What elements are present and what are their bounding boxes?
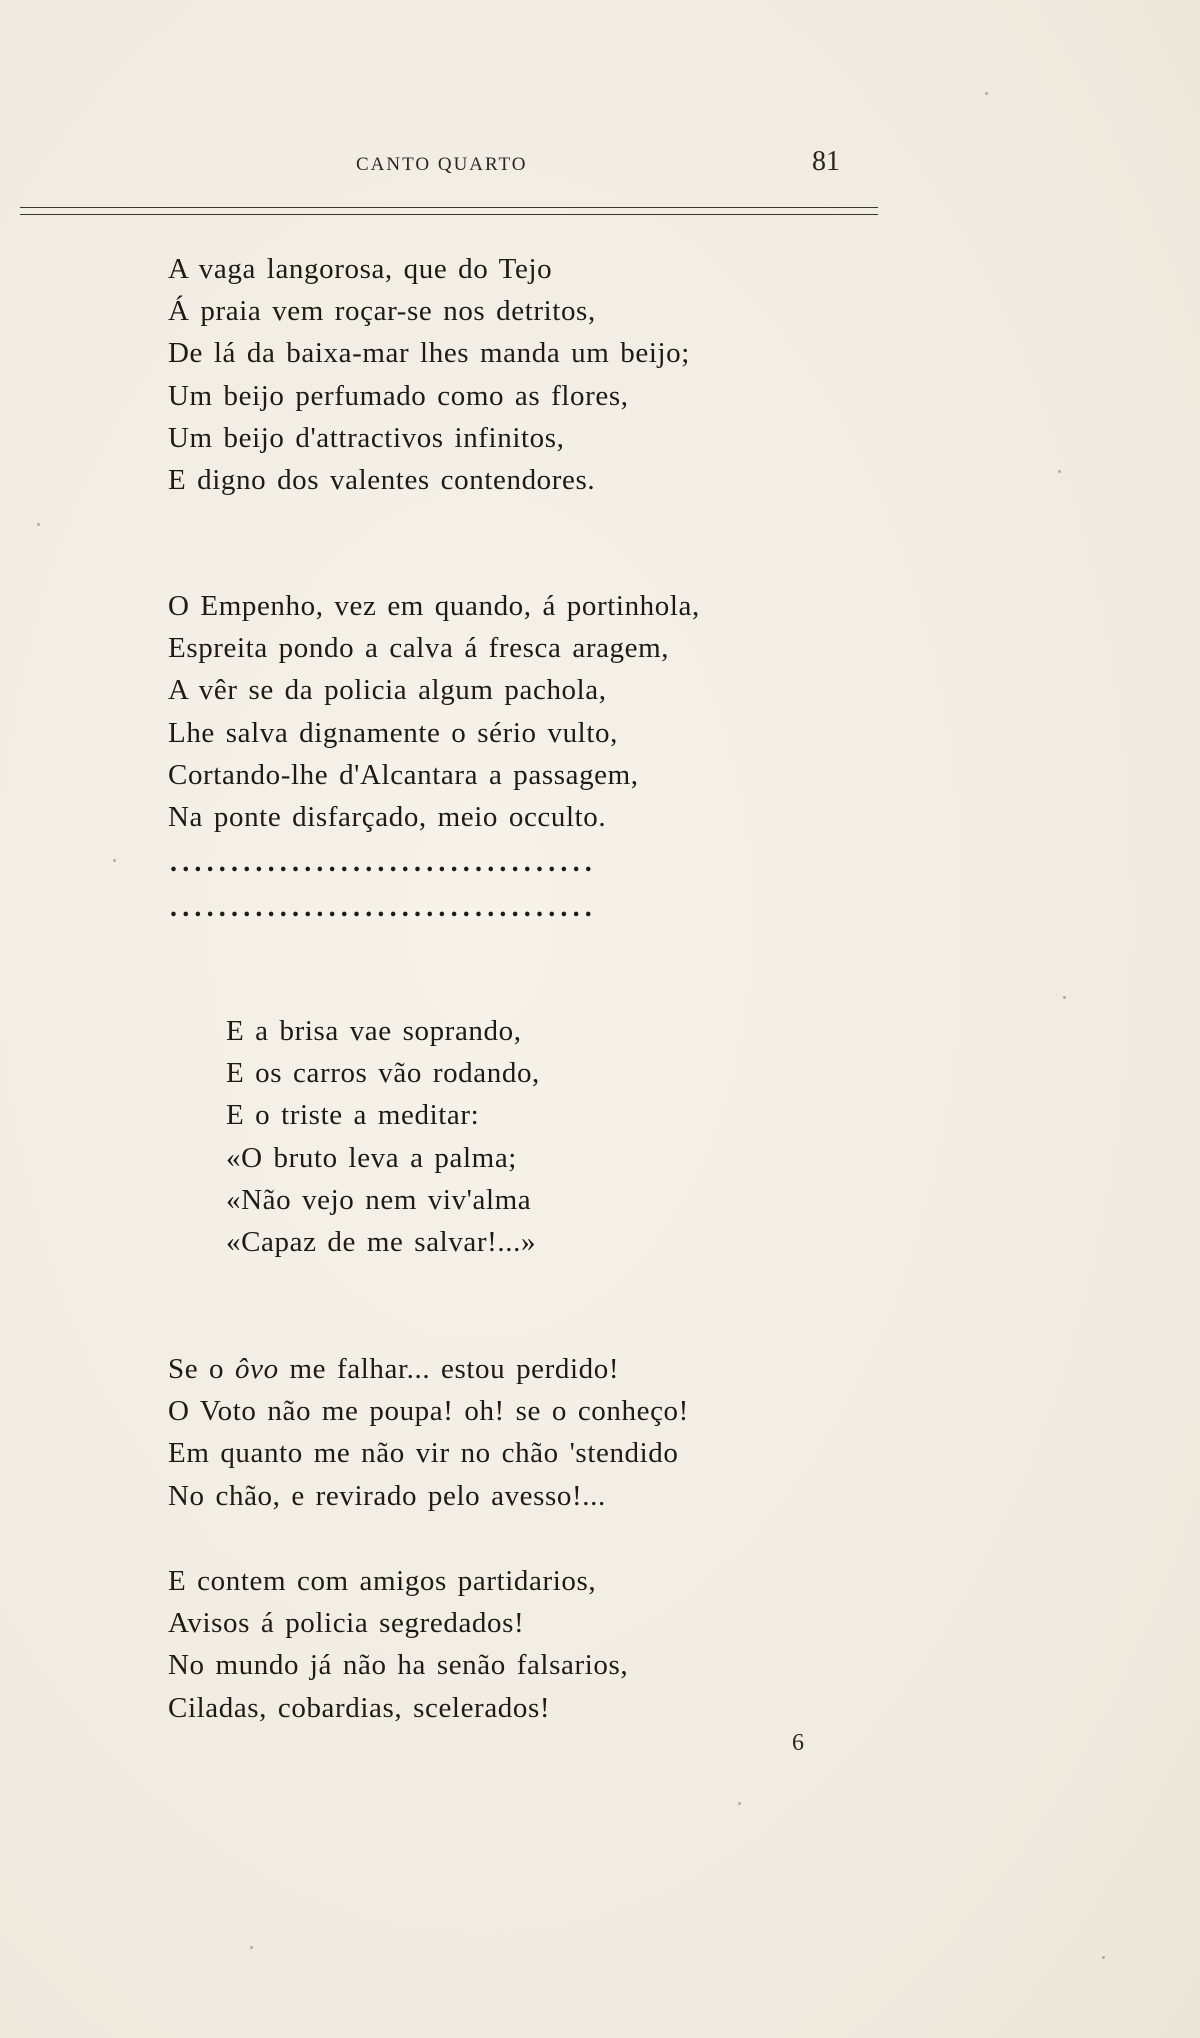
verse-line: Espreita pondo a calva á fresca aragem, xyxy=(168,632,670,665)
verse-line: O Empenho, vez em quando, á portinhola, xyxy=(168,590,700,622)
page-number: 81 xyxy=(812,146,840,177)
verse-line: A vêr se da policia algum pachola, xyxy=(168,674,607,707)
header-rule-bottom xyxy=(20,214,878,215)
running-head: CANTO QUARTO xyxy=(356,154,528,175)
paper-speck xyxy=(985,92,988,95)
verse-line: Ciladas, cobardias, scelerados! xyxy=(168,1691,551,1724)
verse-line: O Voto não me poupa! oh! se o conheço! xyxy=(168,1395,689,1428)
verse-line: De lá da baixa-mar lhes manda um beijo; xyxy=(168,337,690,370)
stanza-2 xyxy=(168,585,700,838)
paper-speck xyxy=(1063,996,1066,999)
verse-line: E contem com amigos partidarios, xyxy=(168,1565,597,1597)
paper-speck xyxy=(738,1802,741,1805)
verse-line: «O bruto leva a palma; xyxy=(226,1141,517,1174)
verse-line: Á praia vem roçar-se nos detritos, xyxy=(168,295,596,328)
stanza-3 xyxy=(226,1010,540,1263)
stanza-5 xyxy=(168,1560,628,1729)
verse-line: Cortando-lhe d'Alcantara a passagem, xyxy=(168,758,639,791)
verse-line: «Não vejo nem viv'alma xyxy=(226,1183,532,1216)
header-rule-top xyxy=(20,207,878,208)
paper-speck xyxy=(37,523,40,526)
verse-line: Se o ôvo me falhar... estou perdido! xyxy=(168,1353,620,1385)
verse-line: A vaga langorosa, que do Tejo xyxy=(168,253,553,285)
paper-speck xyxy=(250,1946,253,1949)
verse-line: E o triste a meditar: xyxy=(226,1099,480,1132)
verse-line: Lhe salva dignamente o sério vulto, xyxy=(168,716,618,749)
verse-line: «Capaz de me salvar!...» xyxy=(226,1226,537,1259)
verse-line: Avisos á policia segredados! xyxy=(168,1607,525,1640)
verse-line: Em quanto me não vir no chão 'stendido xyxy=(168,1437,679,1470)
paper-speck xyxy=(1102,1956,1105,1959)
stanza-1 xyxy=(168,248,690,501)
paper-speck xyxy=(113,859,116,862)
ellipsis-row: ................................... xyxy=(170,847,597,878)
verse-line: Um beijo d'attractivos infinitos, xyxy=(168,421,565,454)
verse-line: E os carros vão rodando, xyxy=(226,1057,540,1090)
paper-speck xyxy=(1058,470,1061,473)
stanza-4 xyxy=(168,1348,689,1517)
verse-line: No mundo já não ha senão falsarios, xyxy=(168,1649,629,1682)
verse-line: No chão, e revirado pelo avesso!... xyxy=(168,1479,606,1512)
italic-word: ôvo xyxy=(235,1353,279,1385)
ellipsis-row: ................................... xyxy=(170,892,597,923)
verse-line: E digno dos valentes contendores. xyxy=(168,464,596,497)
verse-line: Na ponte disfarçado, meio occulto. xyxy=(168,801,607,834)
signature-mark: 6 xyxy=(792,1730,804,1756)
verse-line: Um beijo perfumado como as flores, xyxy=(168,379,629,412)
verse-line: E a brisa vae soprando, xyxy=(226,1015,522,1047)
